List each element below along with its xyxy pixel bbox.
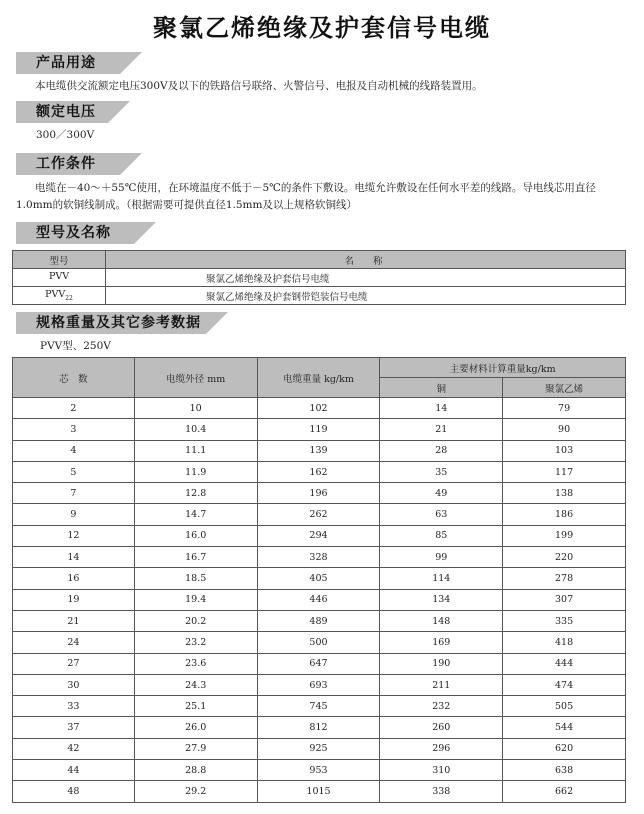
- cell-weight: 489: [257, 610, 380, 631]
- cell-weight: 262: [257, 504, 380, 525]
- cell-pvc: 90: [503, 419, 626, 440]
- section-heading-specs: 规格重量及其它参考数据: [36, 315, 201, 331]
- cell-weight: 953: [257, 760, 380, 781]
- cell-pvc: 638: [503, 760, 626, 781]
- conditions-line-1: 电缆在－40～＋55℃使用，在环境温度不低于－5℃的条件下敷设。电缆允许敷设在任何水平差的线路。导电线芯用直径: [35, 182, 596, 194]
- table-row: [13, 483, 626, 504]
- cell-diameter: 10: [134, 398, 257, 419]
- cell-diameter: 16.0: [134, 525, 257, 546]
- cell-copper: 232: [380, 696, 503, 717]
- cell-diameter: 11.1: [134, 440, 257, 461]
- cell-copper: 169: [380, 632, 503, 653]
- cell-diameter: 20.2: [134, 610, 257, 631]
- cell-cores: 7: [13, 483, 135, 504]
- cell-weight: 405: [257, 568, 380, 589]
- cell-diameter: 24.3: [134, 674, 257, 695]
- spec-col-cores: 芯 数: [13, 358, 135, 398]
- cell-cores: 37: [13, 717, 135, 738]
- table-row: [13, 398, 626, 419]
- section-header-usage: [16, 52, 120, 74]
- cell-weight: 328: [257, 547, 380, 568]
- model-table: [12, 250, 626, 305]
- cell-pvc: 220: [503, 547, 626, 568]
- cell-pvc: 103: [503, 440, 626, 461]
- section-heading-voltage: 额定电压: [36, 104, 96, 120]
- cell-pvc: 620: [503, 738, 626, 759]
- spec-col-weight: 电缆重量 kg/km: [257, 358, 380, 398]
- cell-cores: 30: [13, 674, 135, 695]
- cell-weight: 812: [257, 717, 380, 738]
- cell-weight: 647: [257, 653, 380, 674]
- conditions-line-2: 1.0mm的软铜线制成。（根据需要可提供直径1.5mm及以上规格软铜线）: [16, 199, 357, 211]
- model-row: [13, 269, 626, 287]
- table-row: [13, 610, 626, 631]
- cell-diameter: 23.6: [134, 653, 257, 674]
- section-header-specs: [16, 312, 206, 334]
- usage-text: 本电缆供交流额定电压300V及以下的铁路信号联络、火警信号、电报及自动机械的线路装置用。: [35, 80, 483, 92]
- table-row: [13, 760, 626, 781]
- cell-copper: 296: [380, 738, 503, 759]
- cell-copper: 49: [380, 483, 503, 504]
- cell-weight: 446: [257, 589, 380, 610]
- cell-cores: 27: [13, 653, 135, 674]
- table-row: [13, 568, 626, 589]
- model-name: 聚氯乙烯绝缘及护套信号电缆: [106, 269, 626, 287]
- section-heading-models: 型号及名称: [36, 225, 111, 241]
- page-title: 聚氯乙烯绝缘及护套信号电缆: [153, 13, 491, 42]
- cell-weight: 196: [257, 483, 380, 504]
- cell-weight: 1015: [257, 781, 380, 802]
- cell-cores: 48: [13, 781, 135, 802]
- table-row: [13, 781, 626, 802]
- cell-weight: 294: [257, 525, 380, 546]
- cell-weight: 102: [257, 398, 380, 419]
- cell-diameter: 26.0: [134, 717, 257, 738]
- cell-copper: 338: [380, 781, 503, 802]
- cell-copper: 99: [380, 547, 503, 568]
- model-row: [13, 287, 626, 305]
- cell-pvc: 418: [503, 632, 626, 653]
- cell-diameter: 25.1: [134, 696, 257, 717]
- cell-weight: 925: [257, 738, 380, 759]
- cell-copper: 134: [380, 589, 503, 610]
- spec-table: [12, 357, 626, 803]
- cell-diameter: 12.8: [134, 483, 257, 504]
- cell-weight: 693: [257, 674, 380, 695]
- table-row: [13, 419, 626, 440]
- spec-table-body: [13, 398, 626, 803]
- cell-copper: 211: [380, 674, 503, 695]
- cell-copper: 21: [380, 419, 503, 440]
- section-header-conditions: [16, 153, 120, 175]
- cell-cores: 12: [13, 525, 135, 546]
- section-header-voltage: [16, 101, 108, 123]
- cell-copper: 28: [380, 440, 503, 461]
- cell-weight: 162: [257, 461, 380, 482]
- table-row: [13, 525, 626, 546]
- cell-cores: 14: [13, 547, 135, 568]
- model-code: $PVV_{22}$: [13, 287, 106, 305]
- cell-pvc: 662: [503, 781, 626, 802]
- cell-pvc: 505: [503, 696, 626, 717]
- spec-col-pvc: 聚氯乙烯: [503, 378, 626, 398]
- table-row: [13, 738, 626, 759]
- cell-diameter: 10.4: [134, 419, 257, 440]
- cell-diameter: 28.8: [134, 760, 257, 781]
- section-heading-conditions: 工作条件: [36, 156, 96, 172]
- cell-cores: 33: [13, 696, 135, 717]
- model-table-header: [13, 251, 626, 269]
- cell-copper: 35: [380, 461, 503, 482]
- model-name: 聚氯乙烯绝缘及护套钢带铠装信号电缆: [106, 287, 626, 305]
- cell-weight: 139: [257, 440, 380, 461]
- section-header-models: [16, 222, 134, 244]
- spec-col-diameter: 电缆外径 mm: [134, 358, 257, 398]
- cell-cores: 16: [13, 568, 135, 589]
- cell-cores: 5: [13, 461, 135, 482]
- table-row: [13, 653, 626, 674]
- cell-pvc: 138: [503, 483, 626, 504]
- cell-pvc: 307: [503, 589, 626, 610]
- table-row: [13, 717, 626, 738]
- cell-cores: 44: [13, 760, 135, 781]
- cell-copper: 260: [380, 717, 503, 738]
- table-row: [13, 440, 626, 461]
- cell-copper: 114: [380, 568, 503, 589]
- cell-diameter: 29.2: [134, 781, 257, 802]
- cell-copper: 148: [380, 610, 503, 631]
- specs-subtitle: PVV型、250V: [40, 340, 111, 352]
- cell-copper: 14: [380, 398, 503, 419]
- cell-diameter: 27.9: [134, 738, 257, 759]
- cell-cores: 4: [13, 440, 135, 461]
- table-row: [13, 589, 626, 610]
- cell-diameter: 14.7: [134, 504, 257, 525]
- cell-weight: 119: [257, 419, 380, 440]
- model-col-name: 名 称: [106, 251, 626, 269]
- cell-pvc: 335: [503, 610, 626, 631]
- table-row: [13, 632, 626, 653]
- table-row: [13, 504, 626, 525]
- model-col-code: 型号: [13, 251, 106, 269]
- cell-pvc: 544: [503, 717, 626, 738]
- cell-pvc: 474: [503, 674, 626, 695]
- cell-copper: 85: [380, 525, 503, 546]
- cell-cores: 21: [13, 610, 135, 631]
- cell-cores: 2: [13, 398, 135, 419]
- table-row: [13, 696, 626, 717]
- cell-cores: 24: [13, 632, 135, 653]
- cell-diameter: 19.4: [134, 589, 257, 610]
- table-row: [13, 547, 626, 568]
- cell-copper: 190: [380, 653, 503, 674]
- cell-pvc: 278: [503, 568, 626, 589]
- cell-diameter: 16.7: [134, 547, 257, 568]
- cell-pvc: 117: [503, 461, 626, 482]
- cell-cores: 9: [13, 504, 135, 525]
- cell-cores: 42: [13, 738, 135, 759]
- model-code: PVV: [13, 269, 106, 287]
- cell-cores: 3: [13, 419, 135, 440]
- cell-pvc: 444: [503, 653, 626, 674]
- table-row: [13, 674, 626, 695]
- cell-pvc: 186: [503, 504, 626, 525]
- cell-cores: 19: [13, 589, 135, 610]
- cell-diameter: 23.2: [134, 632, 257, 653]
- cell-weight: 745: [257, 696, 380, 717]
- cell-weight: 500: [257, 632, 380, 653]
- cell-pvc: 79: [503, 398, 626, 419]
- cell-diameter: 18.5: [134, 568, 257, 589]
- spec-col-copper: 铜: [380, 378, 503, 398]
- spec-col-materials: 主要材料计算重量kg/km: [380, 358, 626, 378]
- voltage-text: 300／300V: [36, 129, 95, 141]
- cell-diameter: 11.9: [134, 461, 257, 482]
- section-heading-usage: 产品用途: [36, 55, 96, 71]
- cell-copper: 63: [380, 504, 503, 525]
- cell-copper: 310: [380, 760, 503, 781]
- cell-pvc: 199: [503, 525, 626, 546]
- table-row: [13, 461, 626, 482]
- conditions-text: [16, 180, 628, 214]
